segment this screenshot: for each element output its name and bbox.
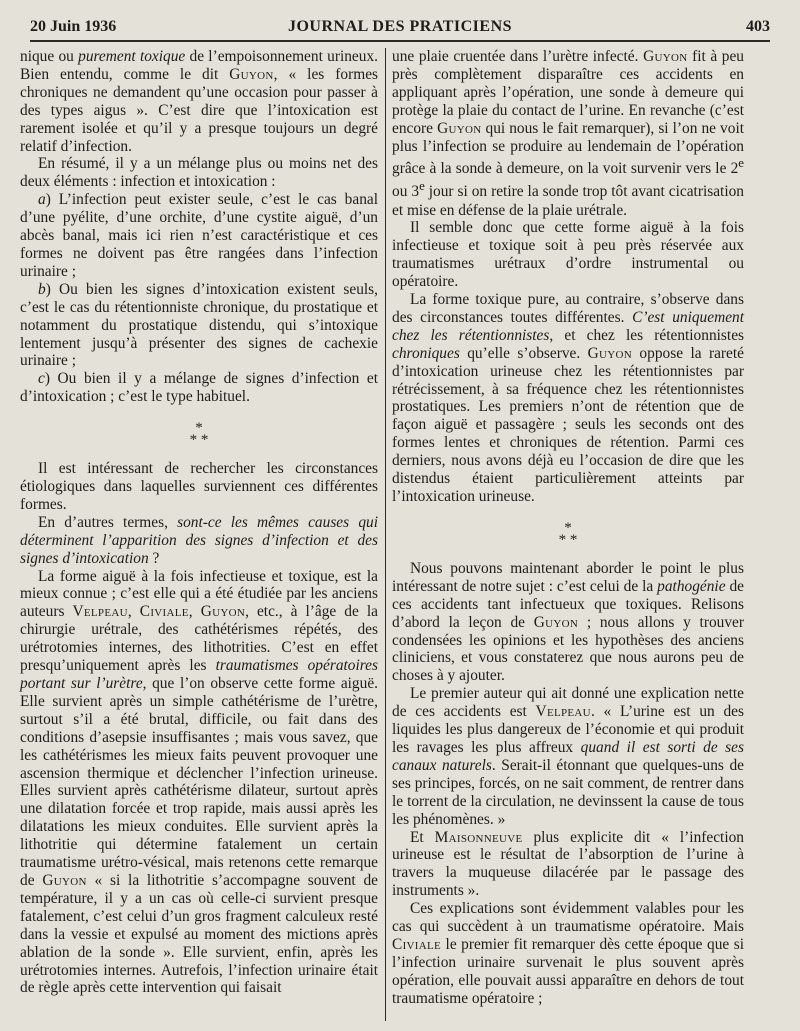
paragraph: [392, 291, 744, 506]
paragraph: [20, 191, 378, 281]
text-run: La forme aiguë à la fois infectieuse et toxique, est la mieux connue ; c’est elle qui a été étudiée par les anciens auteurs: [20, 567, 378, 621]
paragraph: [392, 48, 744, 219]
section-separator: [20, 420, 378, 449]
paragraph: [392, 219, 744, 291]
ordinal-suffix: e: [738, 156, 744, 171]
author-name: Guyon: [229, 65, 274, 83]
text-run: ,: [127, 603, 140, 621]
text-run: Nous pouvons maintenant aborder le point le plus intéressant de notre sujet : c’est celui de la: [392, 559, 744, 595]
text-run: ; nous allons y trouver condensées les opinions et les hypothèses des anciens cliniciens, et vous constaterez que nous aurons peu de choses à y ajouter.: [392, 613, 745, 685]
text-run: ) Ou bien il y a mélange de signes d’infection et d’intoxication ; c’est le type habituel.: [20, 370, 378, 406]
column-divider: [385, 48, 386, 1021]
italic-run: b: [38, 280, 46, 298]
issue-date: 20 Juin 1936: [30, 18, 117, 35]
section-separator: [392, 519, 744, 548]
text-run: jour si on retire la sonde trop tôt avant cicatrisation et mise en défense de la plaie urétrale.: [392, 183, 744, 219]
running-header: [30, 14, 770, 38]
italic-run: chroniques: [392, 344, 460, 362]
paragraph: [20, 370, 378, 406]
paragraph: [20, 155, 378, 191]
separator-star: *: [564, 519, 572, 536]
text-run: ou 3: [392, 183, 420, 201]
text-run: En résumé, il y a un mélange plus ou moins net des deux éléments : infection et intoxication :: [20, 155, 378, 191]
text-run: fit à peu près complètement disparaître ces accidents en appliquant après l’opération, une sonde à demeure qui protège la plaie du contact de l’urine. En revanche (c’est encore: [392, 48, 745, 137]
separator-star-pair: * *: [558, 531, 578, 548]
text-run: de l’empoisonnement urineux. Bien entendu, comme le dit: [20, 48, 378, 83]
text-run: , « les formes chroniques ne demandent qu’une occasion pour passer à des types aigus ». C’est dire que l’intoxication est rarement isolée et qu’il y a presque toujours un degré relatif d’infection.: [20, 65, 379, 155]
italic-run: purement toxique: [78, 48, 186, 65]
text-run: ?: [148, 549, 160, 567]
author-name: Guyon: [587, 344, 633, 362]
italic-run: traumatismes opératoires portant sur l’urètre: [20, 657, 378, 692]
paragraph: [392, 829, 744, 901]
separator-star-pair: * *: [189, 432, 209, 449]
header-rule: [30, 40, 770, 42]
text-run: . Serait-il étonnant que quelques-uns de ses principes, forcés, on ne sait comment, de rentrer dans le torrent de la circulation, ne devinssent la cause de tous les phénomènes. »: [392, 756, 744, 828]
paragraph: [20, 48, 378, 155]
text-run: , que l’on observe cette forme aiguë. Elle survient après un simple cathétérisme de l’urètre, surtout s’il a été brutal, difficile, ou fait dans des conditions d’asepsie insuffisantes ; mais vous savez, que les cathétérismes les mieux faits peuvent provoquer une ascension thermique et déclencher l’infection urineuse. Elles survient après cathétérisme dilateur, surtout après une dilatation forcée et trop rapide, mais aussi après les dilatations les mieux conduites. Elle survient après la lithotritie qui détermine fatalement un certain traumatisme urétro-vésical, mais retenons cette remarque de: [20, 675, 378, 889]
paragraph: [392, 560, 744, 685]
italic-run: pathogénie: [657, 577, 726, 595]
author-name: Civiale: [392, 935, 442, 953]
left-column: [20, 48, 378, 1021]
paragraph: [20, 568, 378, 998]
italic-run: sont-ce les mêmes causes qui déterminent l’apparition des signes d’infection et des signes d’intoxication: [20, 513, 378, 567]
text-run: , et chez les rétentionnistes: [549, 326, 745, 344]
separator-star: *: [195, 420, 203, 437]
text-run: qu’elle s’observe.: [459, 344, 588, 362]
author-name: Guyon: [437, 119, 482, 137]
right-column: [392, 48, 744, 1021]
text-run: ) L’infection peut exister seule, c’est le cas banal d’une pyélite, d’une orchite, d’une cystite aiguë, d’un abcès banal, mais ici rien n’est caractéristique et ces formes ne doivent pas être rangées dans l’infection urinaire ;: [20, 191, 378, 280]
paragraph: [20, 460, 378, 514]
text-run: qui nous le fait remarquer), si l’on ne voit plus l’infection se produire au lendemain de l’opération grâce à la sonde à demeure, on la voit survenir vers le 2: [392, 119, 744, 178]
page-number: 403: [746, 18, 770, 35]
journal-title: JOURNAL DES PRATICIENS: [287, 18, 513, 35]
text-run: nique ou: [20, 48, 79, 65]
text-run: une plaie cruentée dans l’urètre infecté.: [392, 48, 644, 65]
text-run: Le premier auteur qui ait donné une explication nette de ces accidents est: [392, 685, 744, 721]
text-run: ) Ou bien les signes d’intoxication existent seuls, c’est le cas du rétentionniste chronique, du prostatique et notamment du prostatique distendu, qui s’intoxique lentement jusqu’à présenter des signes de cachexie urinaire ;: [20, 280, 378, 370]
paragraph: [20, 514, 378, 568]
text-run: Et: [410, 828, 435, 846]
text-run: plus explicite dit « l’infection urineuse est le résultat de l’absorption de l’urine à travers la muqueuse dilacérée par le passage des instruments ».: [392, 828, 744, 900]
italic-run: quand il est sorti de ses canaux naturels: [392, 738, 744, 774]
author-name: Civiale: [139, 603, 189, 621]
text-run: Il est intéressant de rechercher les circonstances étiologiques dans laquelles surviennent ces différentes formes.: [20, 460, 378, 513]
author-name: Velpeau: [72, 603, 128, 621]
author-name: Velpeau: [535, 703, 591, 721]
author-name: Guyon: [200, 603, 246, 621]
author-name: Guyon: [42, 871, 87, 889]
text-run: de ces accidents tant infectueux que toxiques. Relisons d’abord la leçon de: [392, 577, 744, 631]
paragraph: [20, 281, 378, 371]
paragraph: [392, 900, 744, 1007]
author-name: Guyon: [533, 613, 579, 631]
text-run: En d’autres termes,: [38, 513, 178, 531]
italic-run: C’est uniquement chez les rétentionnistes: [392, 308, 744, 344]
text-run: . « L’urine est un des liquides les plus dangereux de l’économie et qui produit les ravages les plus affreux: [392, 703, 744, 756]
italic-run: a: [38, 191, 46, 209]
text-run: « si la lithotritie s’accompagne souvent de température, il y a un cas où celle-ci survient presque fatalement, c’est celui d’un gros fragment calculeux resté dans la vessie et expulsé au moment des mictions après ablation de la sonde ». Elle survient, enfin, après les urétrotomies internes. Autrefois, l’infection urinaire était de règle après cette intervention qui faisait: [20, 871, 379, 997]
ordinal-suffix: e: [419, 179, 425, 194]
text-run: ,: [188, 603, 201, 621]
paragraph: [392, 685, 744, 828]
text-run: Ces explications sont évidemment valables pour les cas qui succèdent à un traumatisme opératoire. Mais: [392, 900, 744, 936]
author-name: Guyon: [643, 48, 688, 65]
text-run: le premier fit remarquer dès cette époque que si l’infection urinaire survenait le plus souvent après opération, elle pouvait aussi apparaître en dehors de tout traumatisme opératoire ;: [392, 935, 744, 1007]
text-run: oppose la rareté d’intoxication urineuse chez les rétentionnistes par rétrécissement, à sa fréquence chez les rétentionnistes prostatiques. Les premiers n’ont de rétention que de façon aiguë et passagère ; seuls les seconds ont des formes lentes et chroniques de rétention. Parmi ces derniers, nous avons déjà eu l’occasion de dire que les distendus étaient particulièrement atteints par l’intoxication urineuse.: [392, 344, 744, 505]
author-name: Maisonneuve: [434, 828, 523, 846]
text-run: Il semble donc que cette forme aiguë à la fois infectieuse et toxique soit à peu près réservée aux traumatismes urétraux d’ordre instrumental ou opératoire.: [392, 219, 744, 291]
text-run: La forme toxique pure, au contraire, s’observe dans des circonstances toutes différentes.: [392, 291, 744, 326]
text-run: , etc., à l’âge de la chirurgie urétrale, des cathétérismes répétés, des urétrotomies internes, des lithotrities. C’est en effet presqu’uniquement après les: [20, 603, 378, 675]
italic-run: c: [38, 370, 45, 388]
